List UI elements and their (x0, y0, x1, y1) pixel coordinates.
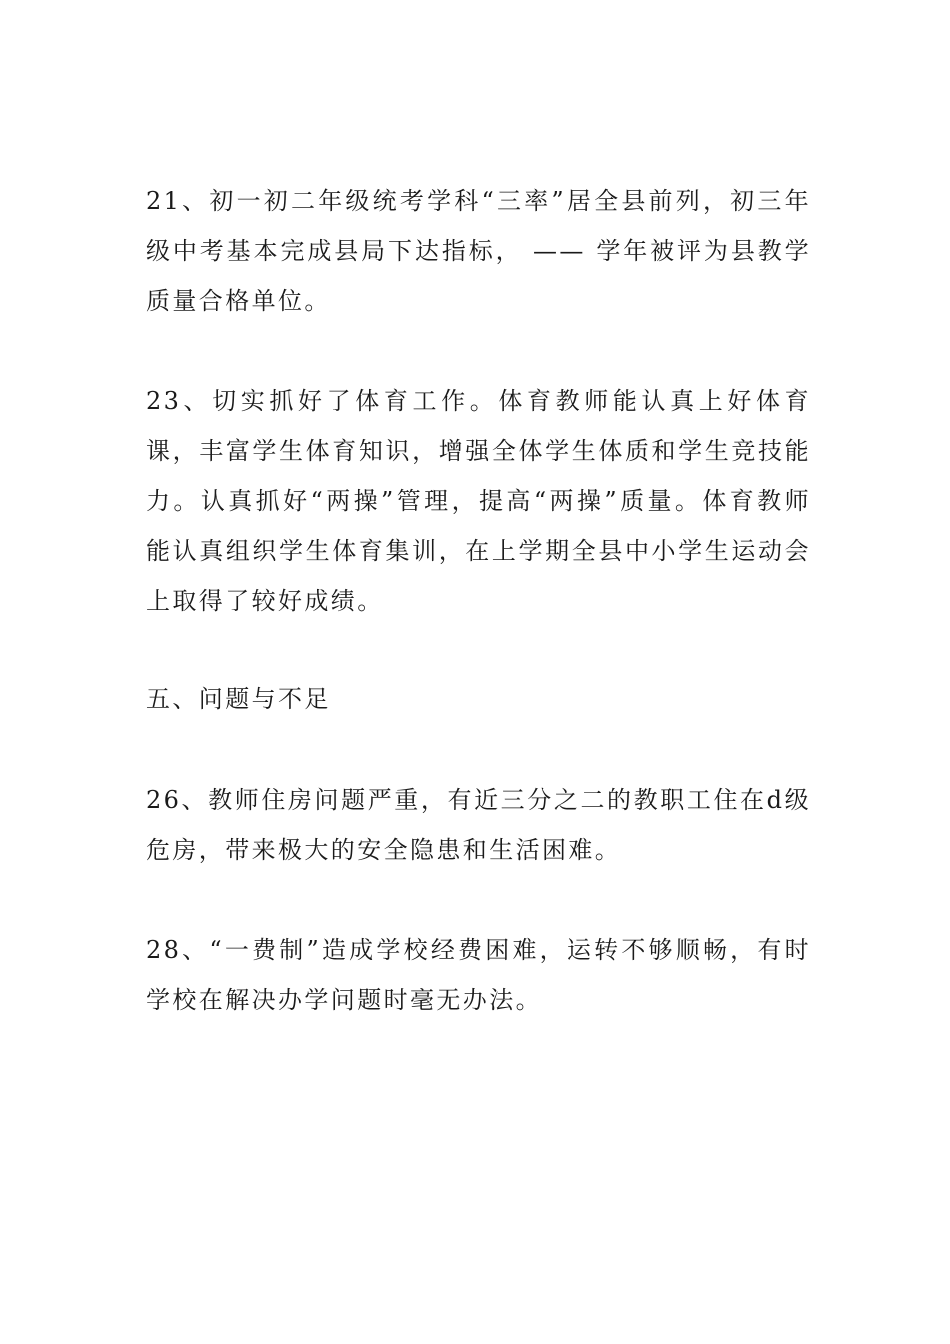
paragraph-item-28: 28、“一费制”造成学校经费困难，运转不够顺畅，有时学校在解决办学问题时毫无办法。 (146, 936, 811, 1014)
section-heading-problems: 五、问题与不足 (146, 685, 331, 713)
paragraph-item-21: 21、初一初二年级统考学科“三率”居全县前列，初三年级中考基本完成县局下达指标， —— 学年被评为县教学质量合格单位。 (146, 187, 811, 315)
paragraph-item-26: 26、教师住房问题严重，有近三分之二的教职工住在d级危房，带来极大的安全隐患和生活困难。 (146, 786, 811, 864)
paragraph-item-23: 23、切实抓好了体育工作。体育教师能认真上好体育课，丰富学生体育知识，增强全体学生体质和学生竞技能力。认真抓好“两操”管理，提高“两操”质量。体育教师能认真组织学生体育集训，在上学期全县中小学生运动会上取得了较好成绩。 (146, 387, 811, 615)
